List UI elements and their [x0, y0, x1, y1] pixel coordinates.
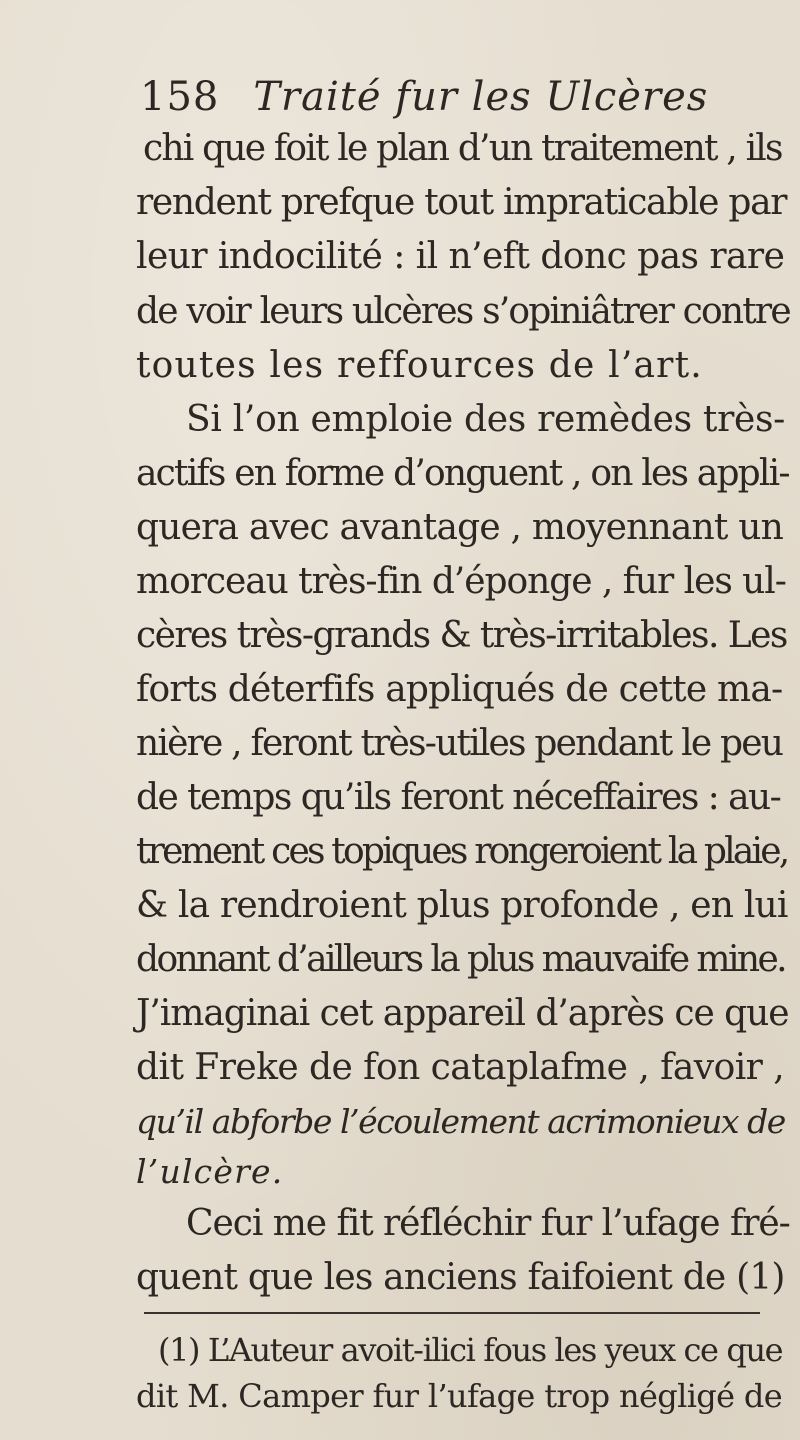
footnote-line: dit M. Camper fur l’ufage trop négligé de [136, 1377, 783, 1415]
text-line: forts déterfifs appliqués de cette ma- [136, 669, 783, 710]
text-line: chi que foit le plan d’un traitement , ils [143, 128, 782, 169]
text-line: J’imaginai cet appareil d’après ce que [136, 993, 789, 1034]
running-title: Traité fur les Ulcères [253, 74, 709, 120]
text-line: dit Freke de fon cataplafme , favoir , [136, 1047, 785, 1088]
text-line: toutes les reffources de l’art. [136, 345, 703, 386]
text-line: & la rendroient plus profonde , en lui [136, 885, 788, 926]
text-line: de temps qu’ils feront néceffaires : au- [136, 777, 781, 818]
text-line: qu’il abforbe l’écoulement acrimonieux de [136, 1102, 785, 1141]
text-line: morceau très-fin d’éponge , fur les ul- [136, 561, 786, 602]
text-line: nière , feront très-utiles pendant le peu [136, 723, 783, 764]
text-line: l’ulcère. [136, 1152, 284, 1191]
text-line: rendent prefque tout impraticable par [136, 182, 787, 223]
text-line: cères très-grands & très-irritables. Les [136, 615, 787, 656]
footnote-line: (1) L’Auteur avoit-ilici fous les yeux ce que [158, 1331, 783, 1369]
text-line: Ceci me fit réfléchir fur l’ufage fré- [186, 1203, 790, 1244]
text-line: quera avec avantage , moyennant un [136, 507, 783, 548]
footnote-separator [144, 1312, 760, 1314]
text-line: trement ces topiques rongeroient la plaie, [136, 831, 788, 872]
page-header [140, 74, 708, 120]
text-line: Si l’on emploie des remèdes très- [186, 399, 786, 440]
text-line: actifs en forme d’onguent , on les appli- [136, 453, 789, 494]
page-number: 158 [140, 74, 220, 120]
text-line: leur indocilité : il n’eft donc pas rare [136, 236, 785, 277]
text-line: donnant d’ailleurs la plus mauvaife mine. [136, 939, 785, 980]
text-line: quent que les anciens faifoient de (1) [136, 1257, 785, 1298]
text-line: de voir leurs ulcères s’opiniâtrer contre [136, 291, 790, 332]
